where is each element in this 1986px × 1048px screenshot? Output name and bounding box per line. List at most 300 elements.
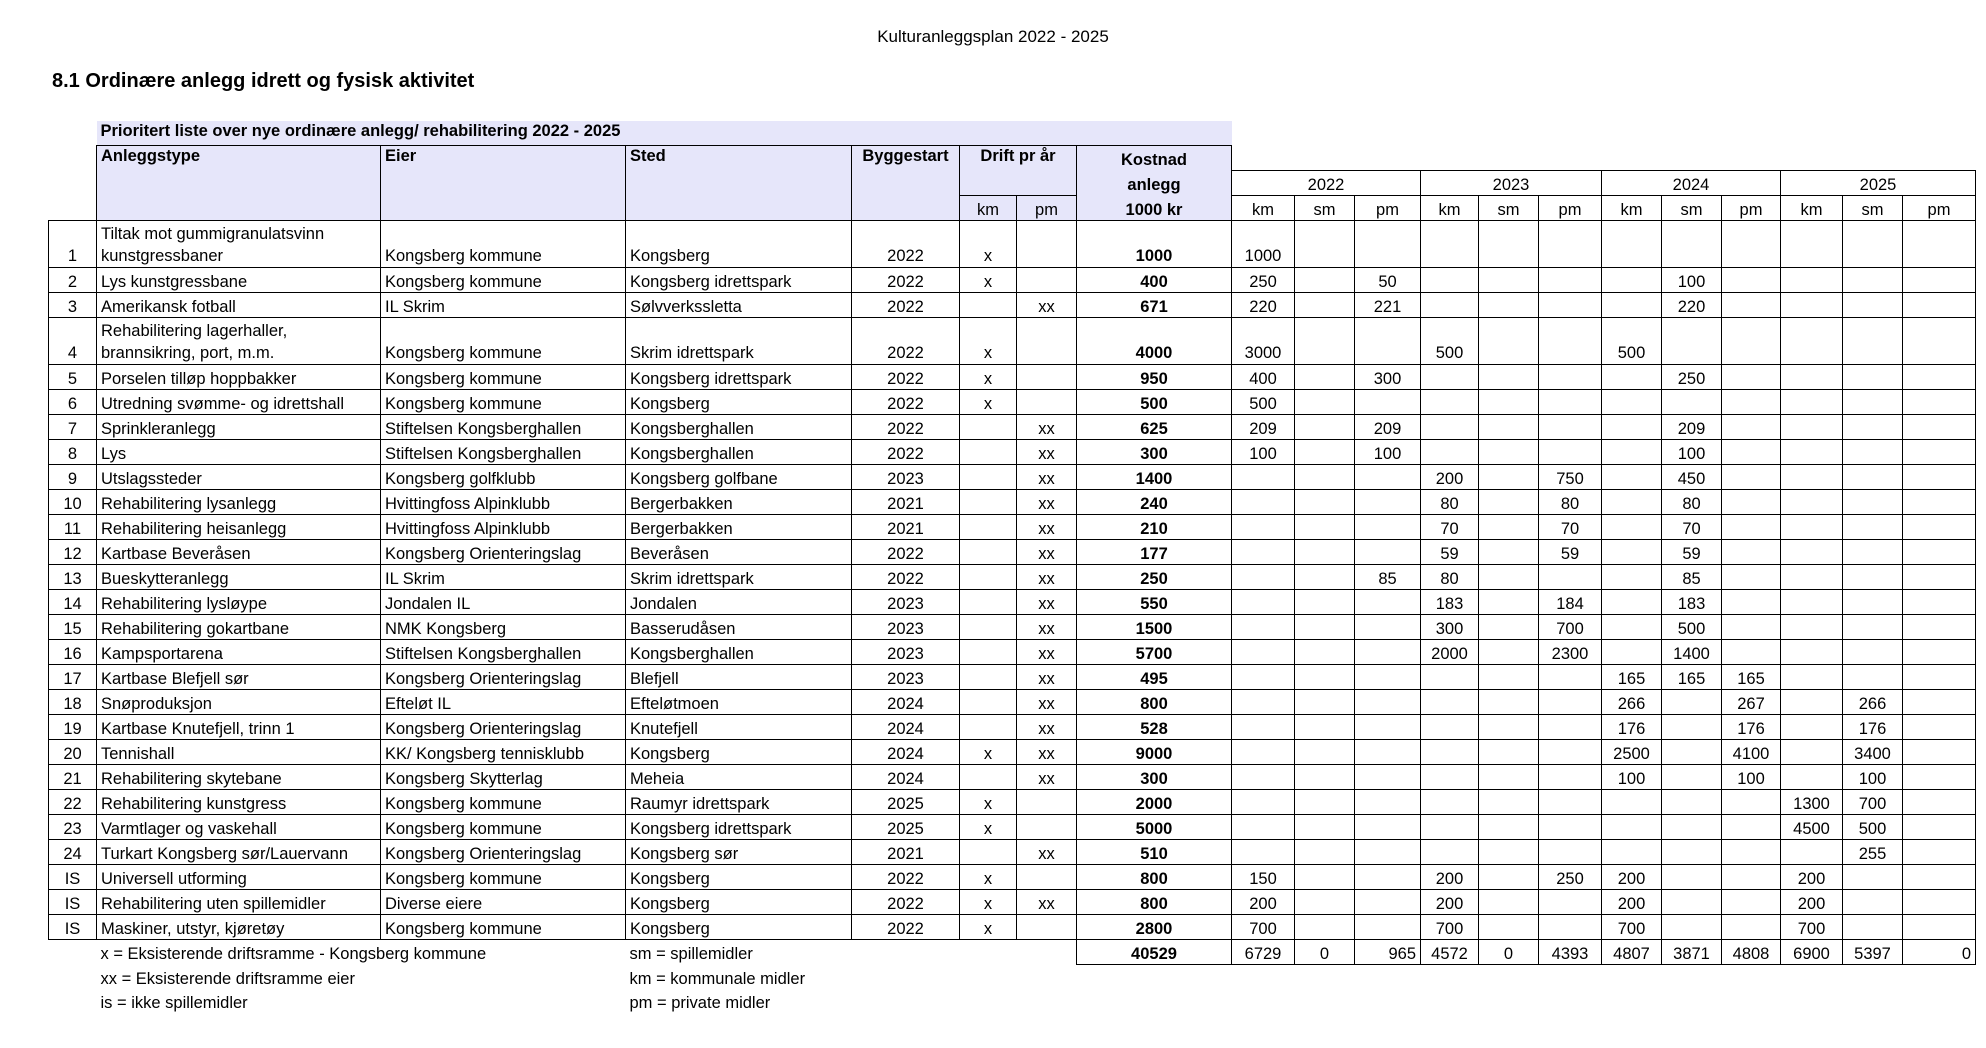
cell-year-value: 209 — [1232, 414, 1295, 439]
cell-sted: Kongsberg — [626, 220, 852, 267]
cell-year-value — [1232, 564, 1295, 589]
cell-drift-km — [960, 539, 1017, 564]
cell-year-value — [1479, 764, 1539, 789]
cell-year-value — [1295, 764, 1355, 789]
cell-year-value — [1479, 267, 1539, 292]
cell-year-value: 750 — [1539, 464, 1602, 489]
cell-year-value — [1662, 814, 1722, 839]
cell-year-value — [1479, 889, 1539, 914]
cell-kostnad: 528 — [1077, 714, 1232, 739]
cell-year-value — [1479, 614, 1539, 639]
cell-drift-pm: xx — [1017, 539, 1077, 564]
cell-drift-pm — [1017, 864, 1077, 889]
cell-year-value — [1781, 839, 1843, 864]
cell-year-value — [1602, 439, 1662, 464]
cell-year-value — [1722, 317, 1781, 364]
cell-year-value — [1602, 539, 1662, 564]
cell-year-value — [1781, 639, 1843, 664]
cell-year-value — [1602, 414, 1662, 439]
cell-sted: Skrim idrettspark — [626, 564, 852, 589]
legend-pm: pm = private midler — [629, 993, 771, 1012]
cell-year-value — [1421, 439, 1479, 464]
cell-year-value — [1355, 317, 1421, 364]
cell-year-value — [1539, 714, 1602, 739]
cell-year-value — [1355, 689, 1421, 714]
cell-sted: Jondalen — [626, 589, 852, 614]
cell-byggestart: 2022 — [852, 292, 960, 317]
cell-anleggstype — [97, 589, 381, 614]
cell-year-value — [1539, 317, 1602, 364]
cell-drift-km: x — [960, 267, 1017, 292]
row-number: 5 — [49, 364, 97, 389]
cell-kostnad: 300 — [1077, 764, 1232, 789]
cell-drift-km: x — [960, 739, 1017, 764]
cell-sted: Kongsberg idrettspark — [626, 267, 852, 292]
cell-year-value — [1421, 764, 1479, 789]
cell-year-value: 70 — [1421, 514, 1479, 539]
anleggstype-line: Bueskytteranlegg — [101, 569, 229, 588]
cell-year-value — [1602, 564, 1662, 589]
row-number: 22 — [49, 789, 97, 814]
cell-year-value — [1662, 889, 1722, 914]
cell-eier: Kongsberg Orienteringslag — [381, 539, 626, 564]
row-number: IS — [49, 914, 97, 939]
cell-drift-km — [960, 292, 1017, 317]
table-row — [49, 414, 1976, 439]
cell-byggestart: 2022 — [852, 267, 960, 292]
cell-byggestart: 2024 — [852, 764, 960, 789]
cell-year-value — [1232, 764, 1295, 789]
row-number: 17 — [49, 664, 97, 689]
total-value: 6729 — [1232, 939, 1295, 964]
anleggstype-line: Snøproduksjon — [101, 694, 212, 713]
table-row — [49, 564, 1976, 589]
cell-sted: Blefjell — [626, 664, 852, 689]
sub-header-pm: pm — [1722, 195, 1781, 220]
cell-year-value — [1781, 614, 1843, 639]
cell-year-value — [1539, 739, 1602, 764]
cell-sted: Kongsberghallen — [626, 439, 852, 464]
table-row — [49, 364, 1976, 389]
cell-year-value — [1295, 464, 1355, 489]
cell-kostnad: 250 — [1077, 564, 1232, 589]
table-row — [49, 814, 1976, 839]
cell-sted: Kongsberghallen — [626, 414, 852, 439]
cell-year-value — [1602, 292, 1662, 317]
cell-drift-km: x — [960, 814, 1017, 839]
cell-year-value: 700 — [1232, 914, 1295, 939]
cell-byggestart: 2023 — [852, 464, 960, 489]
cell-year-value — [1295, 689, 1355, 714]
cell-year-value — [1903, 489, 1976, 514]
cell-year-value: 100 — [1662, 267, 1722, 292]
cell-eier: Hvittingfoss Alpinklubb — [381, 489, 626, 514]
col-header-kostnad: Kostnad — [1077, 146, 1232, 171]
cell-year-value — [1232, 589, 1295, 614]
cell-year-value — [1479, 317, 1539, 364]
cell-byggestart: 2022 — [852, 317, 960, 364]
cell-anleggstype — [97, 664, 381, 689]
anleggstype-line: brannsikring, port, m.m. — [101, 343, 275, 362]
cell-year-value — [1295, 317, 1355, 364]
cell-year-value — [1843, 914, 1903, 939]
cell-year-value: 266 — [1602, 689, 1662, 714]
cell-year-value: 2500 — [1602, 739, 1662, 764]
cell-year-value — [1295, 220, 1355, 267]
cell-drift-pm — [1017, 789, 1077, 814]
total-value: 4808 — [1722, 939, 1781, 964]
cell-year-value — [1843, 364, 1903, 389]
cell-year-value — [1843, 267, 1903, 292]
cell-year-value — [1539, 364, 1602, 389]
cell-drift-pm: xx — [1017, 514, 1077, 539]
cell-kostnad: 495 — [1077, 664, 1232, 689]
cell-year-value — [1843, 439, 1903, 464]
cell-year-value: 50 — [1355, 267, 1421, 292]
sub-header-km: km — [1602, 195, 1662, 220]
cell-year-value: 150 — [1232, 864, 1295, 889]
cell-drift-pm — [1017, 389, 1077, 414]
cell-year-value — [1295, 914, 1355, 939]
col-header-1000kr: 1000 kr — [1077, 195, 1232, 220]
cell-sted: Kongsberg idrettspark — [626, 814, 852, 839]
cell-year-value: 250 — [1232, 267, 1295, 292]
cell-year-value — [1539, 389, 1602, 414]
table-row — [49, 714, 1976, 739]
total-value: 4572 — [1421, 939, 1479, 964]
cell-year-value — [1722, 914, 1781, 939]
table-row — [49, 439, 1976, 464]
cell-year-value — [1722, 814, 1781, 839]
cell-year-value — [1421, 364, 1479, 389]
cell-year-value — [1843, 464, 1903, 489]
row-number: IS — [49, 889, 97, 914]
cell-year-value — [1295, 589, 1355, 614]
cell-sted: Kongsberg — [626, 889, 852, 914]
cell-year-value — [1355, 764, 1421, 789]
cell-year-value — [1843, 564, 1903, 589]
cell-anleggstype — [97, 514, 381, 539]
row-number: 6 — [49, 389, 97, 414]
cell-year-value: 70 — [1539, 514, 1602, 539]
cell-year-value: 450 — [1662, 464, 1722, 489]
row-number: 10 — [49, 489, 97, 514]
cell-year-value — [1232, 514, 1295, 539]
cell-year-value — [1421, 389, 1479, 414]
cell-year-value — [1903, 220, 1976, 267]
cell-year-value — [1722, 539, 1781, 564]
row-number: 9 — [49, 464, 97, 489]
cell-anleggstype — [97, 539, 381, 564]
cell-year-value: 255 — [1843, 839, 1903, 864]
cell-year-value: 4100 — [1722, 739, 1781, 764]
cell-kostnad: 500 — [1077, 389, 1232, 414]
cell-year-value: 3400 — [1843, 739, 1903, 764]
cell-drift-pm: xx — [1017, 489, 1077, 514]
cell-year-value: 300 — [1355, 364, 1421, 389]
cell-year-value — [1421, 267, 1479, 292]
anleggstype-line: Porselen tilløp hoppbakker — [101, 369, 297, 388]
table-row — [49, 292, 1976, 317]
cell-anleggstype — [97, 689, 381, 714]
year-header-2022: 2022 — [1232, 170, 1421, 195]
cell-byggestart: 2022 — [852, 914, 960, 939]
cell-year-value: 200 — [1421, 464, 1479, 489]
cell-year-value — [1903, 789, 1976, 814]
anleggstype-line: Lys kunstgressbane — [101, 272, 248, 291]
anleggstype-line: Rehabilitering heisanlegg — [101, 519, 287, 538]
cell-eier: Kongsberg Orienteringslag — [381, 839, 626, 864]
cell-year-value: 176 — [1602, 714, 1662, 739]
anleggstype-line: Rehabilitering lysanlegg — [101, 494, 277, 513]
cell-year-value — [1781, 414, 1843, 439]
cell-byggestart: 2025 — [852, 814, 960, 839]
cell-year-value — [1295, 814, 1355, 839]
cell-year-value: 500 — [1843, 814, 1903, 839]
cell-kostnad: 625 — [1077, 414, 1232, 439]
table-row — [49, 220, 1976, 267]
cell-byggestart: 2022 — [852, 864, 960, 889]
cell-eier: Kongsberg Orienteringslag — [381, 664, 626, 689]
cell-year-value: 100 — [1843, 764, 1903, 789]
cell-year-value — [1722, 464, 1781, 489]
cell-year-value: 209 — [1662, 414, 1722, 439]
cell-year-value — [1903, 814, 1976, 839]
cell-kostnad: 1400 — [1077, 464, 1232, 489]
cell-year-value — [1662, 317, 1722, 364]
cell-drift-pm: xx — [1017, 564, 1077, 589]
cell-drift-km — [960, 439, 1017, 464]
cell-year-value — [1479, 814, 1539, 839]
cell-kostnad: 210 — [1077, 514, 1232, 539]
row-number: 15 — [49, 614, 97, 639]
cell-drift-pm — [1017, 267, 1077, 292]
cell-eier: Efteløt IL — [381, 689, 626, 714]
cell-sted: Kongsberg idrettspark — [626, 364, 852, 389]
cell-year-value — [1602, 839, 1662, 864]
cell-year-value — [1903, 317, 1976, 364]
cell-kostnad: 240 — [1077, 489, 1232, 514]
cell-year-value — [1662, 714, 1722, 739]
row-number: 21 — [49, 764, 97, 789]
cell-eier: IL Skrim — [381, 564, 626, 589]
cell-year-value — [1602, 589, 1662, 614]
cell-drift-km: x — [960, 317, 1017, 364]
cell-sted: Meheia — [626, 764, 852, 789]
cell-eier: Diverse eiere — [381, 889, 626, 914]
cell-drift-km — [960, 514, 1017, 539]
cell-byggestart: 2022 — [852, 564, 960, 589]
cell-year-value — [1602, 639, 1662, 664]
anleggstype-line: Maskiner, utstyr, kjøretøy — [101, 919, 285, 938]
cell-year-value — [1539, 889, 1602, 914]
cell-eier: Kongsberg Orienteringslag — [381, 714, 626, 739]
cell-drift-pm: xx — [1017, 714, 1077, 739]
cell-year-value — [1602, 220, 1662, 267]
cell-sted: Basserudåsen — [626, 614, 852, 639]
cell-year-value — [1295, 389, 1355, 414]
cell-year-value: 220 — [1662, 292, 1722, 317]
cell-byggestart: 2021 — [852, 839, 960, 864]
cell-kostnad: 5700 — [1077, 639, 1232, 664]
row-number: 13 — [49, 564, 97, 589]
cell-year-value — [1843, 317, 1903, 364]
cell-year-value — [1903, 364, 1976, 389]
table-row — [49, 389, 1976, 414]
cell-year-value — [1479, 864, 1539, 889]
cell-year-value — [1903, 514, 1976, 539]
total-value: 965 — [1355, 939, 1421, 964]
cell-year-value — [1479, 364, 1539, 389]
sub-header-km: km — [1421, 195, 1479, 220]
table-row — [49, 614, 1976, 639]
cell-year-value — [1903, 564, 1976, 589]
cell-anleggstype — [97, 764, 381, 789]
cell-year-value: 266 — [1843, 689, 1903, 714]
cell-year-value — [1479, 414, 1539, 439]
cell-year-value — [1722, 639, 1781, 664]
cell-drift-pm: xx — [1017, 889, 1077, 914]
table-body — [49, 220, 1976, 939]
cell-year-value — [1232, 614, 1295, 639]
cell-year-value — [1295, 614, 1355, 639]
cell-year-value: 700 — [1781, 914, 1843, 939]
cell-year-value — [1295, 714, 1355, 739]
cell-year-value: 100 — [1602, 764, 1662, 789]
cell-year-value: 165 — [1602, 664, 1662, 689]
cell-year-value — [1843, 589, 1903, 614]
cell-sted: Efteløtmoen — [626, 689, 852, 714]
cell-eier: KK/ Kongsberg tennisklubb — [381, 739, 626, 764]
cell-year-value — [1843, 889, 1903, 914]
cell-year-value — [1421, 689, 1479, 714]
cell-drift-km: x — [960, 364, 1017, 389]
cell-byggestart: 2021 — [852, 514, 960, 539]
table-row — [49, 839, 1976, 864]
row-number: IS — [49, 864, 97, 889]
cell-year-value — [1355, 914, 1421, 939]
col-header-drift: Drift pr år — [960, 146, 1077, 196]
cell-eier: Kongsberg Skytterlag — [381, 764, 626, 789]
total-value: 4807 — [1602, 939, 1662, 964]
cell-year-value — [1781, 689, 1843, 714]
row-number: 2 — [49, 267, 97, 292]
cell-year-value — [1722, 614, 1781, 639]
cell-kostnad: 550 — [1077, 589, 1232, 614]
cell-drift-pm: xx — [1017, 764, 1077, 789]
cell-year-value — [1232, 464, 1295, 489]
cell-year-value — [1479, 389, 1539, 414]
cell-year-value — [1781, 220, 1843, 267]
anleggstype-line: kunstgressbaner — [101, 246, 223, 265]
cell-kostnad: 800 — [1077, 689, 1232, 714]
cell-sted: Skrim idrettspark — [626, 317, 852, 364]
cell-year-value — [1295, 514, 1355, 539]
cell-year-value — [1781, 439, 1843, 464]
cell-year-value — [1355, 514, 1421, 539]
cell-anleggstype — [97, 739, 381, 764]
table-row — [49, 267, 1976, 292]
legend-km: km = kommunale midler — [629, 969, 806, 988]
cell-kostnad: 1000 — [1077, 220, 1232, 267]
cell-year-value — [1295, 664, 1355, 689]
cell-year-value — [1722, 864, 1781, 889]
cell-sted: Kongsberghallen — [626, 639, 852, 664]
cell-year-value — [1903, 414, 1976, 439]
total-value: 3871 — [1662, 939, 1722, 964]
cell-year-value: 300 — [1421, 614, 1479, 639]
cell-kostnad: 671 — [1077, 292, 1232, 317]
cell-year-value — [1843, 292, 1903, 317]
cell-year-value: 500 — [1232, 389, 1295, 414]
anleggstype-line: Lys — [101, 444, 127, 463]
cell-drift-pm — [1017, 220, 1077, 267]
cell-year-value: 184 — [1539, 589, 1602, 614]
year-header-2023: 2023 — [1421, 170, 1602, 195]
sub-header-sm: sm — [1479, 195, 1539, 220]
table-row — [49, 514, 1976, 539]
cell-year-value — [1722, 220, 1781, 267]
cell-year-value: 267 — [1722, 689, 1781, 714]
drift-pm-header: pm — [1017, 195, 1077, 220]
anleggstype-line: Tiltak mot gummigranulatsvinn — [101, 224, 325, 243]
row-number: 19 — [49, 714, 97, 739]
cell-year-value — [1479, 714, 1539, 739]
table-row — [49, 864, 1976, 889]
cell-byggestart: 2022 — [852, 889, 960, 914]
cell-kostnad: 950 — [1077, 364, 1232, 389]
cell-year-value — [1781, 464, 1843, 489]
cell-year-value — [1421, 839, 1479, 864]
cell-year-value: 700 — [1843, 789, 1903, 814]
cell-sted: Beveråsen — [626, 539, 852, 564]
cell-year-value: 85 — [1355, 564, 1421, 589]
cell-byggestart: 2023 — [852, 614, 960, 639]
cell-byggestart: 2024 — [852, 689, 960, 714]
sub-header-sm: sm — [1295, 195, 1355, 220]
cell-year-value — [1479, 739, 1539, 764]
cell-year-value: 700 — [1602, 914, 1662, 939]
cell-year-value: 59 — [1421, 539, 1479, 564]
cell-anleggstype — [97, 864, 381, 889]
cell-year-value — [1295, 564, 1355, 589]
cell-year-value: 100 — [1355, 439, 1421, 464]
cell-anleggstype — [97, 914, 381, 939]
cell-year-value — [1355, 614, 1421, 639]
cell-year-value — [1232, 639, 1295, 664]
document-title: Kulturanleggsplan 2022 - 2025 — [877, 27, 1109, 46]
cell-year-value — [1843, 639, 1903, 664]
cell-year-value — [1662, 389, 1722, 414]
cell-year-value — [1662, 914, 1722, 939]
cell-kostnad: 177 — [1077, 539, 1232, 564]
cell-drift-pm: xx — [1017, 739, 1077, 764]
cell-drift-km — [960, 764, 1017, 789]
cell-byggestart: 2023 — [852, 589, 960, 614]
anleggstype-line: Kartbase Knutefjell, trinn 1 — [101, 719, 295, 738]
cell-year-value: 100 — [1232, 439, 1295, 464]
sub-header-sm: sm — [1662, 195, 1722, 220]
total-value: 0 — [1479, 939, 1539, 964]
cell-drift-pm: xx — [1017, 589, 1077, 614]
cell-year-value — [1232, 689, 1295, 714]
legend-is: is = ikke spillemidler — [100, 993, 248, 1012]
row-number: 14 — [49, 589, 97, 614]
cell-year-value — [1781, 589, 1843, 614]
col-header-anleggstype: Anleggstype — [97, 146, 381, 221]
cell-year-value — [1232, 739, 1295, 764]
cell-year-value — [1539, 439, 1602, 464]
